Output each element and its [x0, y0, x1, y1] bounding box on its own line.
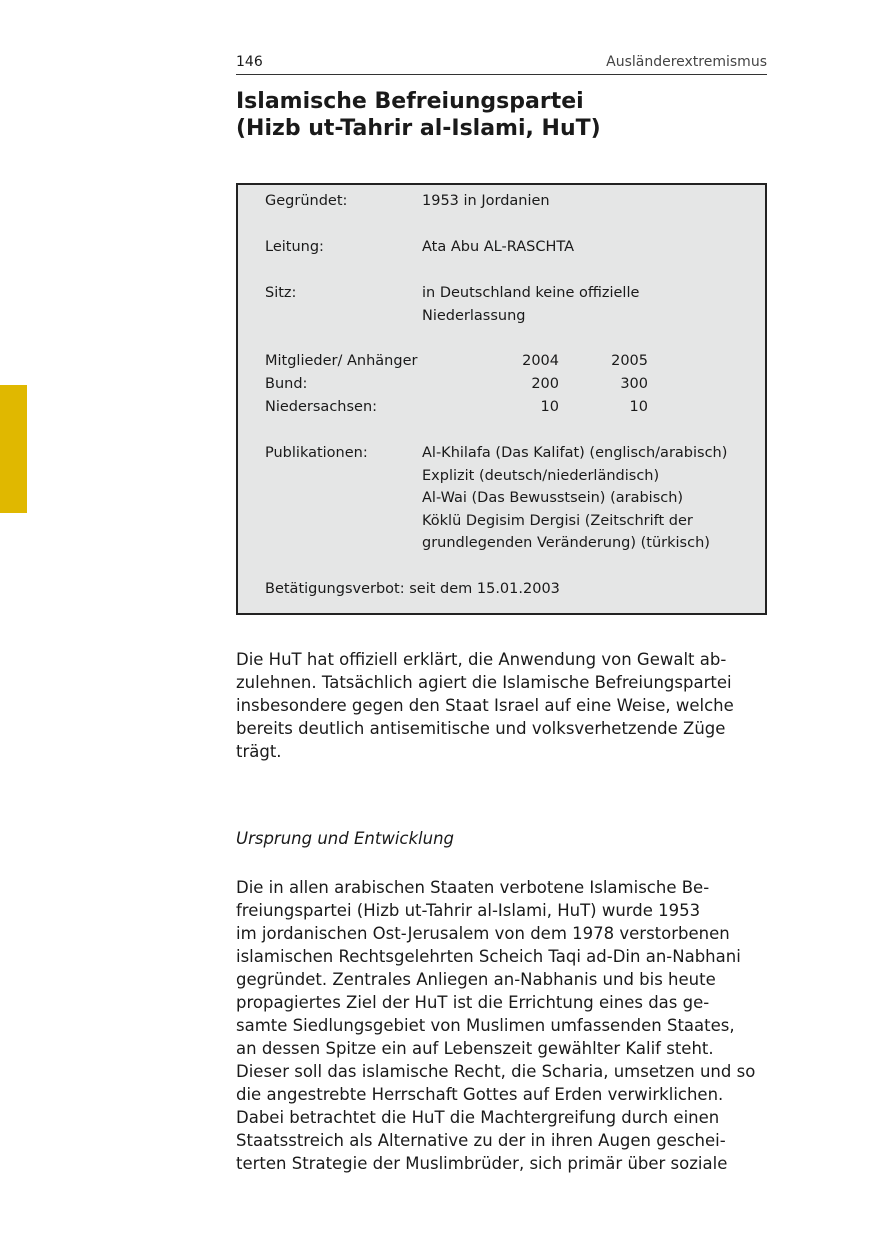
text-line: Dieser soll das islamische Recht, die Scharia, umsetzen und so — [236, 1062, 756, 1081]
section-heading: Ursprung und Entwicklung — [236, 829, 455, 848]
publication-item: Al-Khilafa (Das Kalifat) (englisch/arabisch) — [422, 445, 728, 461]
title-line: (Hizb ut-Tahrir al-Islami, HuT) — [236, 116, 601, 141]
members-value: 200 — [531, 376, 559, 392]
text-line: terten Strategie der Muslimbrüder, sich primär über soziale — [236, 1154, 728, 1173]
title-line: Islamische Befreiungspartei — [236, 89, 584, 114]
text-line: insbesondere gegen den Staat Israel auf eine Weise, welche — [236, 696, 734, 715]
text-line: islamischen Rechtsgelehrten Scheich Taqi ad-Din an-Nabhani — [236, 947, 741, 966]
members-value: 300 — [620, 376, 648, 392]
members-row-label: Bund: — [265, 376, 308, 392]
leadership-label: Leitung: — [265, 239, 324, 255]
running-title: Ausländerextremismus — [606, 54, 767, 70]
page-title — [236, 88, 776, 142]
text-line: trägt. — [236, 742, 282, 761]
members-header-row — [265, 350, 648, 372]
publications-label: Publikationen: — [265, 445, 368, 461]
text-line: samte Siedlungsgebiet von Muslimen umfassenden Staates, — [236, 1016, 735, 1035]
text-line: zulehnen. Tatsächlich agiert die Islamische Befreiungspartei — [236, 673, 732, 692]
publications-list — [422, 442, 762, 555]
publication-item: Köklü Degisim Dergisi (Zeitschrift der — [422, 512, 693, 529]
text-line: gegründet. Zentrales Anliegen an-Nabhanis und bis heute — [236, 970, 716, 989]
members-row-bund — [265, 373, 648, 395]
year-2004: 2004 — [522, 353, 559, 369]
intro-paragraph — [236, 648, 776, 763]
text-line: freiungspartei (Hizb ut-Tahrir al-Islami, HuT) wurde 1953 — [236, 901, 701, 920]
page-header — [236, 52, 767, 75]
text-line: bereits deutlich antisemitische und volksverhetzende Züge — [236, 719, 726, 738]
founded-label: Gegründet: — [265, 193, 348, 209]
publication-item: Al-Wai (Das Bewusstsein) (arabisch) — [422, 490, 684, 506]
founded-value: 1953 in Jordanien — [422, 193, 550, 209]
members-value: 10 — [540, 399, 559, 415]
members-row-niedersachsen — [265, 396, 648, 418]
year-2005: 2005 — [611, 353, 648, 369]
chapter-tab-marker — [0, 385, 27, 513]
text-line: im jordanischen Ost-Jerusalem von dem 1978 verstorbenen — [236, 924, 730, 943]
text-line: Staatsstreich als Alternative zu der in ihren Augen geschei- — [236, 1131, 726, 1150]
text-line: an dessen Spitze ein auf Lebenszeit gewählter Kalif steht. — [236, 1039, 714, 1058]
text-line: Die in allen arabischen Staaten verbotene Islamische Be- — [236, 878, 710, 897]
publication-item: grundlegenden Veränderung) (türkisch) — [422, 535, 710, 551]
members-value: 10 — [629, 399, 648, 415]
leadership-value: Ata Abu AL-RASCHTA — [422, 239, 575, 255]
publication-item: Explizit (deutsch/niederländisch) — [422, 467, 660, 484]
page-number: 146 — [236, 54, 263, 70]
text-line: propagiertes Ziel der HuT ist die Errichtung eines das ge- — [236, 993, 710, 1012]
seat-line: in Deutschland keine offizielle — [422, 285, 640, 301]
text-line: die angestrebte Herrschaft Gottes auf Erden verwirklichen. — [236, 1085, 724, 1104]
seat-label: Sitz: — [265, 285, 297, 301]
ban-row: Betätigungsverbot: seit dem 15.01.2003 — [265, 581, 560, 597]
fact-box — [236, 183, 767, 615]
members-row-label: Niedersachsen: — [265, 399, 378, 415]
section-paragraph — [236, 876, 776, 1175]
text-line: Die HuT hat offiziell erklärt, die Anwendung von Gewalt ab- — [236, 650, 727, 669]
seat-value — [422, 282, 762, 327]
members-label: Mitglieder/ Anhänger — [265, 353, 418, 369]
seat-line: Niederlassung — [422, 307, 526, 324]
text-line: Dabei betrachtet die HuT die Machtergreifung durch einen — [236, 1108, 720, 1127]
